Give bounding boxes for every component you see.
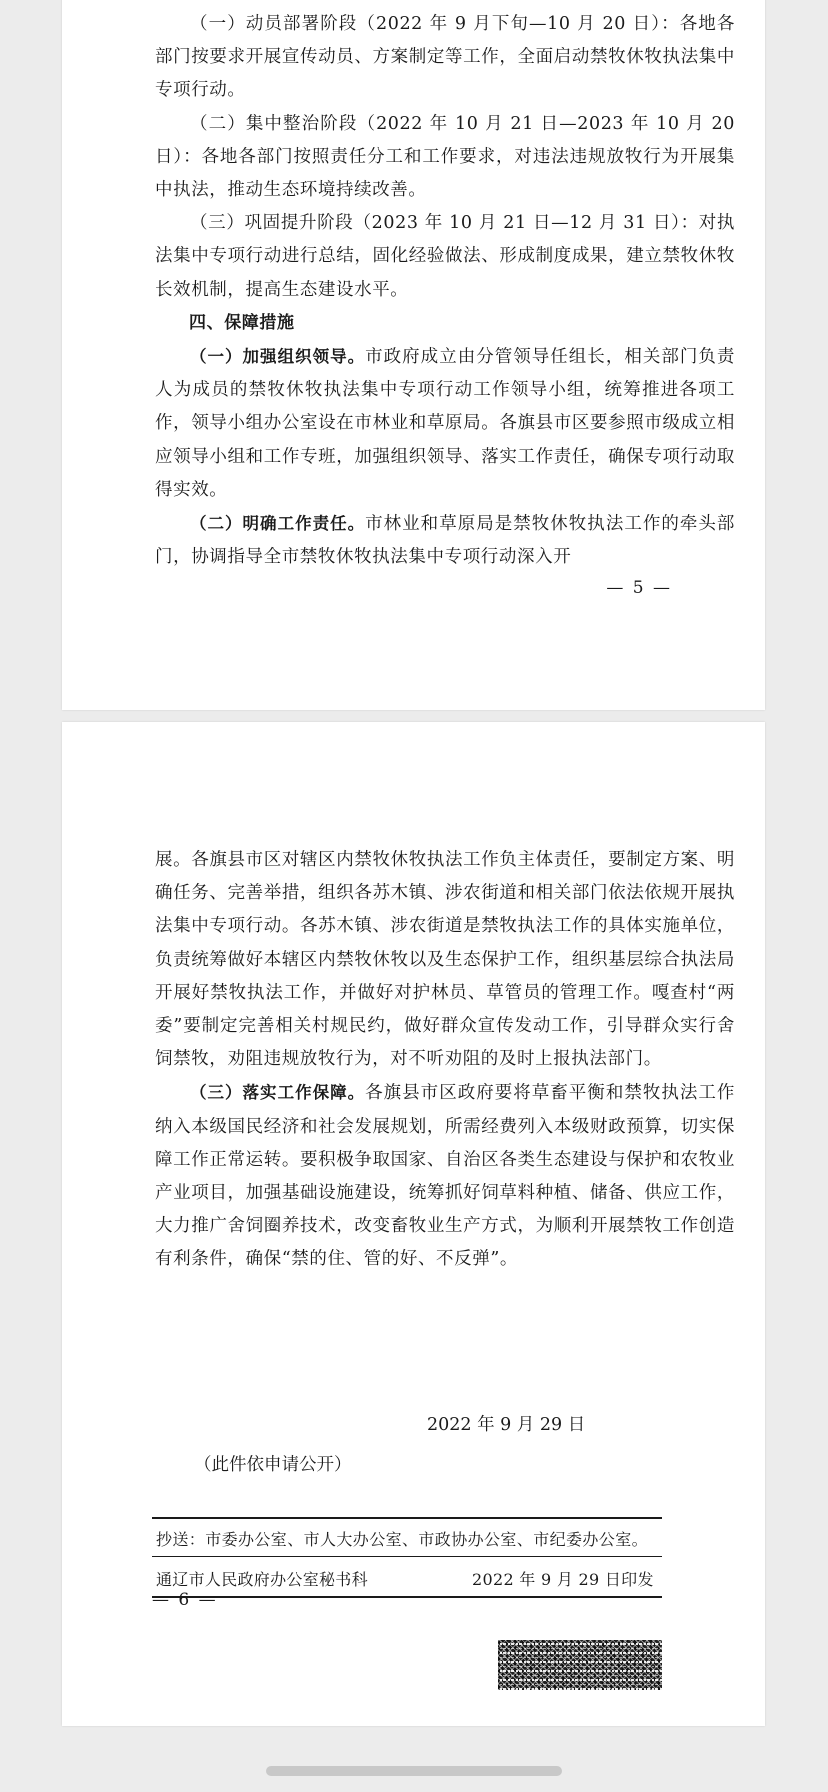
- page-number-5: — 5 —: [606, 578, 672, 598]
- measure-two-lead: （二）明确工作责任。: [190, 514, 366, 534]
- page-5-body: [155, 8, 735, 574]
- measure-three-paragraph: [155, 1076, 735, 1276]
- measure-one-lead: （一）加强组织领导。: [190, 347, 366, 367]
- measure-two-continued-paragraph: [155, 844, 735, 1076]
- page-6-body: [155, 844, 735, 1277]
- phase-two-text: 集中整治阶段（2022 年 10 月 21 日—2023 年 10 月 20 日）：各地各部门按照责任分工和工作要求，对违法违规放牧行为开展集中执法，推动生态环境持续改善。: [155, 113, 735, 201]
- measure-three-text: 各旗县市区政府要将草畜平衡和禁牧执法工作纳入本级国民经济和社会发展规划，所需经费列入本级财政预算，切实保障工作正常运转。要积极争取国家、自治区各类生态建设与保护和农牧业产业项目，加强基础设施建设，统筹抓好饲草料种植、储备、供应工作，大力推广舍饲圈养技术，改变畜牧业生产方式，为顺利开展禁牧工作创造有利条件，确保“禁的住、管的好、不反弹”。: [155, 1083, 736, 1270]
- phase-two-lead: （二）: [190, 113, 246, 134]
- section-four-heading: 四、保障措施: [189, 312, 295, 333]
- document-page-6: [62, 722, 765, 1726]
- measure-one-paragraph: [155, 340, 735, 507]
- phase-two-paragraph: [155, 108, 735, 208]
- measure-three-lead: （三）落实工作保障。: [190, 1083, 366, 1103]
- page-number-6: — 6 —: [152, 1590, 218, 1610]
- phase-three-lead: （三）: [190, 213, 245, 234]
- print-date: 2022 年 9 月 29 日印发: [472, 1570, 654, 1589]
- measure-one-text: 市政府成立由分管领导任组长，相关部门负责人为成员的禁牧休牧执法集中专项行动工作领导小组，统筹推进各项工作，领导小组办公室设在市林业和草原局。各旗县市区要参照市级成立相应领导小组和工作专班，加强组织领导、落实工作责任，确保专项行动取得实效。: [155, 347, 736, 500]
- measure-two-paragraph: [155, 507, 735, 574]
- footer-bottom-rule: [152, 1596, 662, 1598]
- phase-one-text: 动员部署阶段（2022 年 9 月下旬—10 月 20 日）：各地各部门按要求开展宣传动员、方案制定等工作，全面启动禁牧休牧执法集中专项行动。: [155, 14, 735, 101]
- signature-date: 2022 年 9 月 29 日: [427, 1415, 586, 1435]
- public-release-note: （此件依申请公开）: [194, 1455, 352, 1475]
- issuing-office: 通辽市人民政府办公室秘书科: [156, 1570, 368, 1589]
- document-page-5: [62, 0, 765, 710]
- phase-one-paragraph: [155, 8, 735, 108]
- phase-three-paragraph: [155, 207, 735, 307]
- home-indicator-bar[interactable]: [266, 1766, 562, 1776]
- measure-two-continued-text: 展。各旗县市区对辖区内禁牧休牧执法工作负主体责任，要制定方案、明确任务、完善举措，组织各苏木镇、涉农街道和相关部门依法依规开展执法集中专项行动。各苏木镇、涉农街道是禁牧执法工作的具体实施单位，负责统筹做好本辖区内禁牧休牧以及生态保护工作，组织基层综合执法局开展好禁牧执法工作，并做好对护林员、草管员的管理工作。嘎查村“两委”要制定完善相关村规民约，做好群众宣传发动工作，引导群众实行舍饲禁牧，劝阻违规放牧行为，对不听劝阻的及时上报执法部门。: [155, 850, 735, 1070]
- footer-middle-rule: [152, 1556, 662, 1557]
- cc-recipients-line: 抄送：市委办公室、市人大办公室、市政协办公室、市纪委办公室。: [156, 1530, 649, 1549]
- phase-one-lead: （一）: [190, 14, 246, 34]
- document-barcode: [498, 1640, 662, 1690]
- measure-two-text: 市林业和草原局是禁牧休牧执法工作的牵头部门，协调指导全市禁牧休牧执法集中专项行动深入开: [155, 514, 736, 568]
- footer-top-rule: [152, 1517, 662, 1519]
- phase-three-text: 巩固提升阶段（2023 年 10 月 21 日—12 月 31 日）：对执法集中专项行动进行总结，固化经验做法、形成制度成果，建立禁牧休牧长效机制，提高生态建设水平。: [155, 213, 735, 300]
